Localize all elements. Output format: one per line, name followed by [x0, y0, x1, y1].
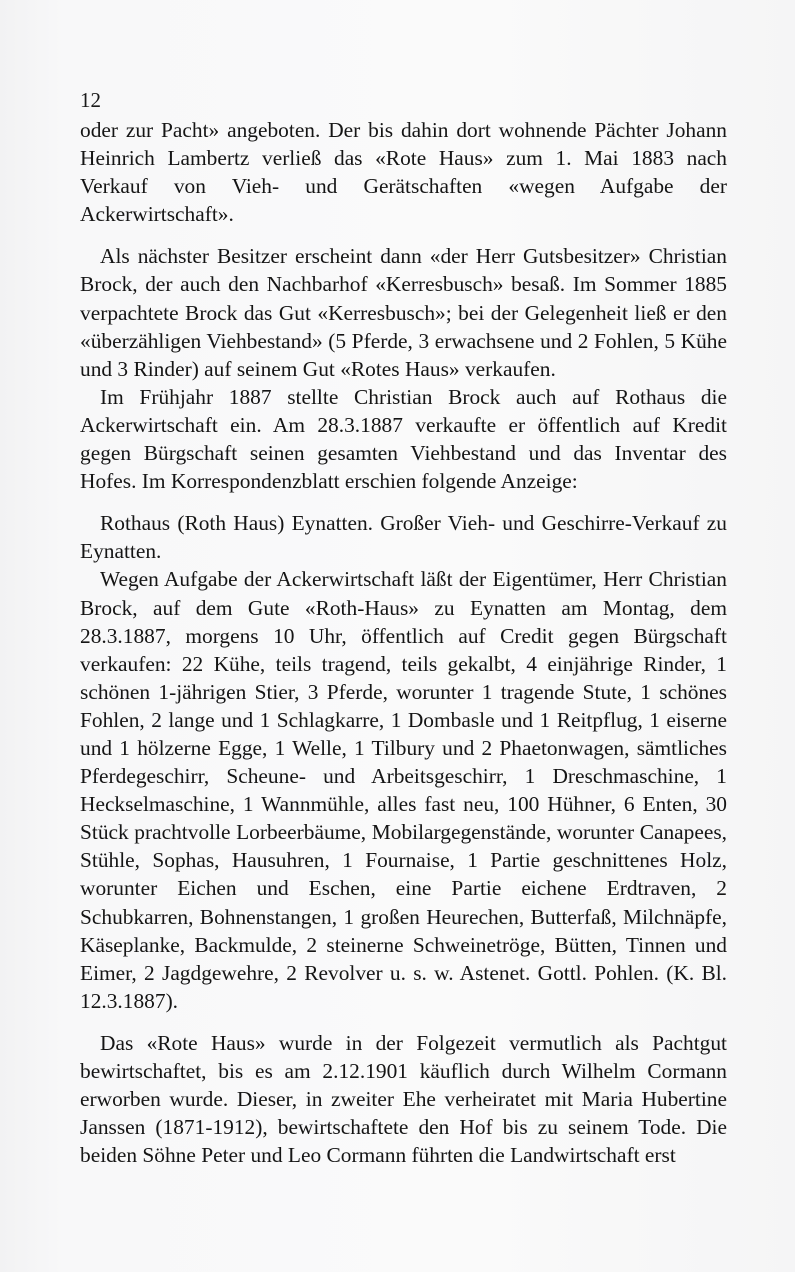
paragraph-pacht-verkauf: oder zur Pacht» angeboten. Der bis dahin dort wohnende Pächter Johann Heinrich Lambertz verließ das «Rote Haus» zum 1. Mai 1883 nach Verkauf von Vieh- und Gerätschaften «wegen Aufgabe der Ackerwirtschaft». [80, 118, 727, 227]
paragraph-naechster-besitzer: Als nächster Besitzer erscheint dann «der Herr Gutsbesitzer» Christian Brock, der auch den Nachbarhof «Kerresbusch» besaß. Im Sommer 1885 verpachtete Brock das Gut «Kerresbusch»; bei der Gelegenheit ließ er den «überzähligen Viehbestand» (5 Pferde, 3 erwachsene und 2 Fohlen, 5 Kühe und 3 Rinder) auf seinem Gut «Rotes Haus» verkaufen. [80, 244, 727, 381]
page-number: 12 [80, 88, 101, 112]
paragraph-fruehjahr-1887: Im Frühjahr 1887 stellte Christian Brock auch auf Rothaus die Ackerwirtschaft ein. Am 28.3.1887 verkaufte er öffentlich auf Kredit gegen Bürgschaft seinen gesamten Viehbestand und das Inventar des Hofes. Im Korrespondenzblatt erschien folgende Anzeige: [80, 384, 727, 494]
advertisement-heading: Rothaus (Roth Haus) Eynatten. Großer Vieh- und Geschirre-Verkauf zu Eynatten. [80, 511, 727, 564]
body-text [80, 116, 727, 1169]
paragraph-folgezeit: Das «Rote Haus» wurde in der Folgezeit vermutlich als Pachtgut bewirtschaftet, bis es am 2.12.1901 käuflich durch Wilhelm Cormann erworben wurde. Dieser, in zweiter Ehe verheiratet mit Maria Hubertine Janssen (1871-1912), bewirtschaftete den Hof bis zu seinem Tode. Die beiden Söhne Peter und Leo Cormann führten die Landwirtschaft erst [80, 1030, 727, 1168]
advertisement-body: Wegen Aufgabe der Ackerwirtschaft läßt der Eigentümer, Herr Christian Brock, auf dem Gute «Roth-Haus» zu Eynatten am Montag, dem 28.3.1887, morgens 10 Uhr, öffentlich auf Credit gegen Bürgschaft verkaufen: 22 Kühe, teils tragend, teils gekalbt, 4 einjährige Rinder, 1 schönen 1-jährigen Stier, 3 Pferde, worunter 1 tragende Stute, 1 schönes Fohlen, 2 lange und 1 Schlagkarre, 1 Dombasle und 1 Reitpflug, 1 eiserne und 1 hölzerne Egge, 1 Welle, 1 Tilbury und 2 Phaetonwagen, sämtliches Pferdegeschirr, Scheune- und Arbeitsgeschirr, 1 Dreschmaschine, 1 Heckselmaschine, 1 Wannmühle, alles fast neu, 100 Hühner, 6 Enten, 30 Stück prachtvolle Lorbeerbäume, Mobilargegenstände, worunter Canapees, Stühle, Sophas, Hausuhren, 1 Fournaise, 1 Partie geschnittenes Holz, worunter Eichen und Eschen, eine Partie eichene Erdtraven, 2 Schubkarren, Bohnenstangen, 1 großen Heurechen, Butterfaß, Milchnäpfe, Käseplanke, Backmulde, 2 steinerne Schweinetröge, Bütten, Tinnen und Eimer, 2 Jagdgewehre, 2 Revolver u. s. w. Astenet. Gottl. Pohlen. (K. Bl. 12.3.1887). [80, 567, 727, 1013]
